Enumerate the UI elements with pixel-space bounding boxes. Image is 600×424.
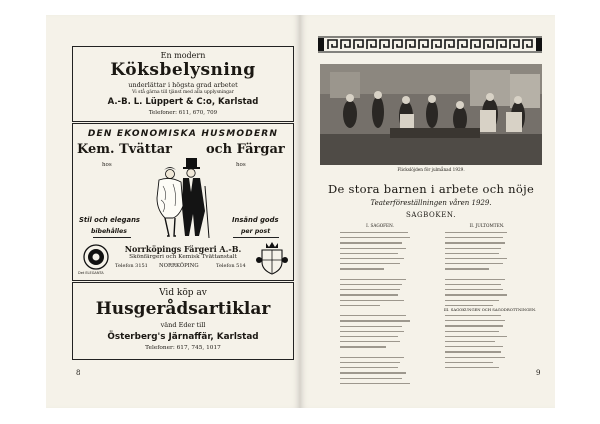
greek-key-segment: [354, 40, 363, 49]
ad-kok-headline: Köksbelysning: [110, 60, 256, 80]
text-line: [445, 242, 505, 243]
text-line: [340, 326, 402, 327]
text-line: [340, 336, 398, 337]
ad-fargeri-tel-left: Telefon 3151: [115, 263, 148, 269]
text-line: [340, 237, 410, 238]
greek-key-segment: [328, 40, 337, 49]
photo-caption: Flickslöjden för julmånad 1929.: [397, 167, 465, 172]
greek-key-segment: [380, 40, 389, 49]
greek-key-segment: [341, 40, 350, 49]
ad-fargeri-hos-left: hos: [102, 162, 112, 168]
text-line: [340, 294, 398, 295]
text-line: [445, 331, 499, 332]
text-line: [445, 289, 503, 290]
ad-husgerad-company: Österberg's Järnaffär, Karlstad: [107, 332, 259, 342]
ad-koksbelysning: [72, 46, 294, 122]
ad-fargeri-tel-right: Telefon 514: [216, 263, 246, 269]
text-line: [340, 367, 398, 368]
text-line: [445, 263, 503, 264]
col2-heading: II. JULTOMTEN.: [469, 223, 505, 228]
text-line: [445, 320, 505, 321]
ad-fargeri-slogan-left-2: bibehålles: [91, 228, 127, 235]
text-line: [340, 362, 400, 363]
ad-husgerad-line3: vänd Eder till: [160, 321, 206, 329]
greek-key-segment: [393, 40, 402, 49]
greek-key-segment: [367, 40, 376, 49]
text-line: [340, 248, 406, 249]
ad-fargeri-head-left: Kem. Tvättar: [77, 142, 173, 157]
ornamental-border: [318, 36, 542, 53]
ad-fargeri-slogan-left-1: Stil och elegans: [79, 216, 140, 224]
col1-heading: I. SAGOFEN.: [366, 223, 394, 228]
greek-key-segment: [445, 40, 454, 49]
page-number-right: 9: [536, 369, 541, 377]
article-subtitle: Teaterföreställningen våren 1929.: [370, 199, 492, 207]
text-line: [445, 346, 503, 347]
ad-fargeri-hos-right: hos: [236, 162, 246, 168]
ad-kok-line3: underlättar i högsta grad arbetet: [128, 81, 238, 89]
greek-key-segment: [419, 40, 428, 49]
text-line: [445, 305, 493, 306]
ad-fargeri-company: Norrköpings Färgeri A.-B.: [124, 244, 242, 254]
text-line: [340, 263, 400, 264]
text-line: [340, 372, 406, 373]
greek-key-segment: [471, 40, 480, 49]
ad-kok-line4: Vi stå gärna till tjänst med alla upplysningar: [132, 90, 234, 95]
text-line: [445, 367, 499, 368]
ad-fargeri-sub: Skönfärgeri och Kemisk Tvättanstalt: [129, 254, 237, 260]
ad-husgerad: [72, 282, 294, 360]
article-section: SAGBOKEN.: [405, 211, 457, 219]
page-number-left: 8: [76, 369, 81, 377]
ad-husgerad-headline: Husgerådsartiklar: [95, 299, 271, 319]
photo-scene: [320, 64, 542, 165]
text-line: [340, 320, 410, 321]
text-line: [340, 331, 404, 332]
text-line: [445, 279, 505, 280]
text-line: [445, 315, 501, 316]
text-line: [340, 378, 402, 379]
text-line: [340, 341, 400, 342]
ad-kok-company: A.-B. L. Lüppert & C:o, Karlstad: [107, 97, 259, 107]
text-line: [445, 351, 501, 352]
ad-fargeri: [72, 123, 294, 281]
text-line: [340, 279, 406, 280]
text-line: [445, 248, 501, 249]
ad-fargeri-head-right: och Färgar: [206, 142, 285, 157]
ad-fargeri-slogan-right-1: Insänd gods: [232, 216, 279, 224]
text-line: [340, 268, 384, 269]
class-photo: [320, 64, 542, 165]
text-line: [445, 336, 507, 337]
ad-husgerad-phone: Telefoner: 617, 745, 1017: [145, 345, 221, 351]
col2-heading-b: III. SAGOKUNGEN OCH SAGODROTTNINGEN.: [443, 307, 537, 312]
greek-key-segment: [432, 40, 441, 49]
ad-fargeri-city: NORRKÖPING: [159, 263, 199, 269]
text-line: [445, 294, 507, 295]
greek-key-segment: [458, 40, 467, 49]
text-line: [445, 300, 499, 301]
couple-illustration: [143, 156, 225, 240]
ad-kok-phone: Telefoner: 611, 670, 709: [148, 110, 218, 116]
text-line: [445, 268, 489, 269]
text-line: [340, 357, 404, 358]
text-line: [445, 357, 505, 358]
ad-husgerad-intro: Vid köp av: [159, 288, 207, 298]
ad-kok-intro: En modern: [160, 51, 206, 60]
text-line: [445, 253, 499, 254]
ad-fargeri-rule-right: [233, 237, 279, 238]
text-line: [340, 300, 404, 301]
text-line: [340, 305, 380, 306]
greek-key-segment: [484, 40, 493, 49]
greek-key-segment: [510, 40, 519, 49]
text-line: [445, 341, 495, 342]
text-line: [340, 232, 408, 233]
text-line: [340, 284, 402, 285]
emblem-caption: Det ELEGANTA: [78, 271, 104, 275]
text-line: [340, 258, 404, 259]
ad-fargeri-rule-left: [93, 237, 131, 238]
text-line: [340, 242, 402, 243]
greek-key-segment: [497, 40, 506, 49]
text-line: [340, 346, 386, 347]
ad-fargeri-slogan-right-2: per post: [241, 228, 271, 235]
ad-fargeri-banner: DEN EKONOMISKA HUSMODERN: [87, 129, 279, 139]
text-line: [445, 237, 503, 238]
article-title: De stora barnen i arbete och nöje: [327, 182, 535, 196]
text-line: [445, 362, 493, 363]
text-line: [445, 284, 501, 285]
text-line: [445, 232, 507, 233]
text-line: [340, 253, 398, 254]
text-line: [340, 315, 406, 316]
text-line: [445, 258, 507, 259]
greek-key-segment: [406, 40, 415, 49]
text-line: [445, 325, 503, 326]
text-line: [340, 383, 410, 384]
text-line: [340, 289, 400, 290]
greek-key-segment: [523, 40, 532, 49]
